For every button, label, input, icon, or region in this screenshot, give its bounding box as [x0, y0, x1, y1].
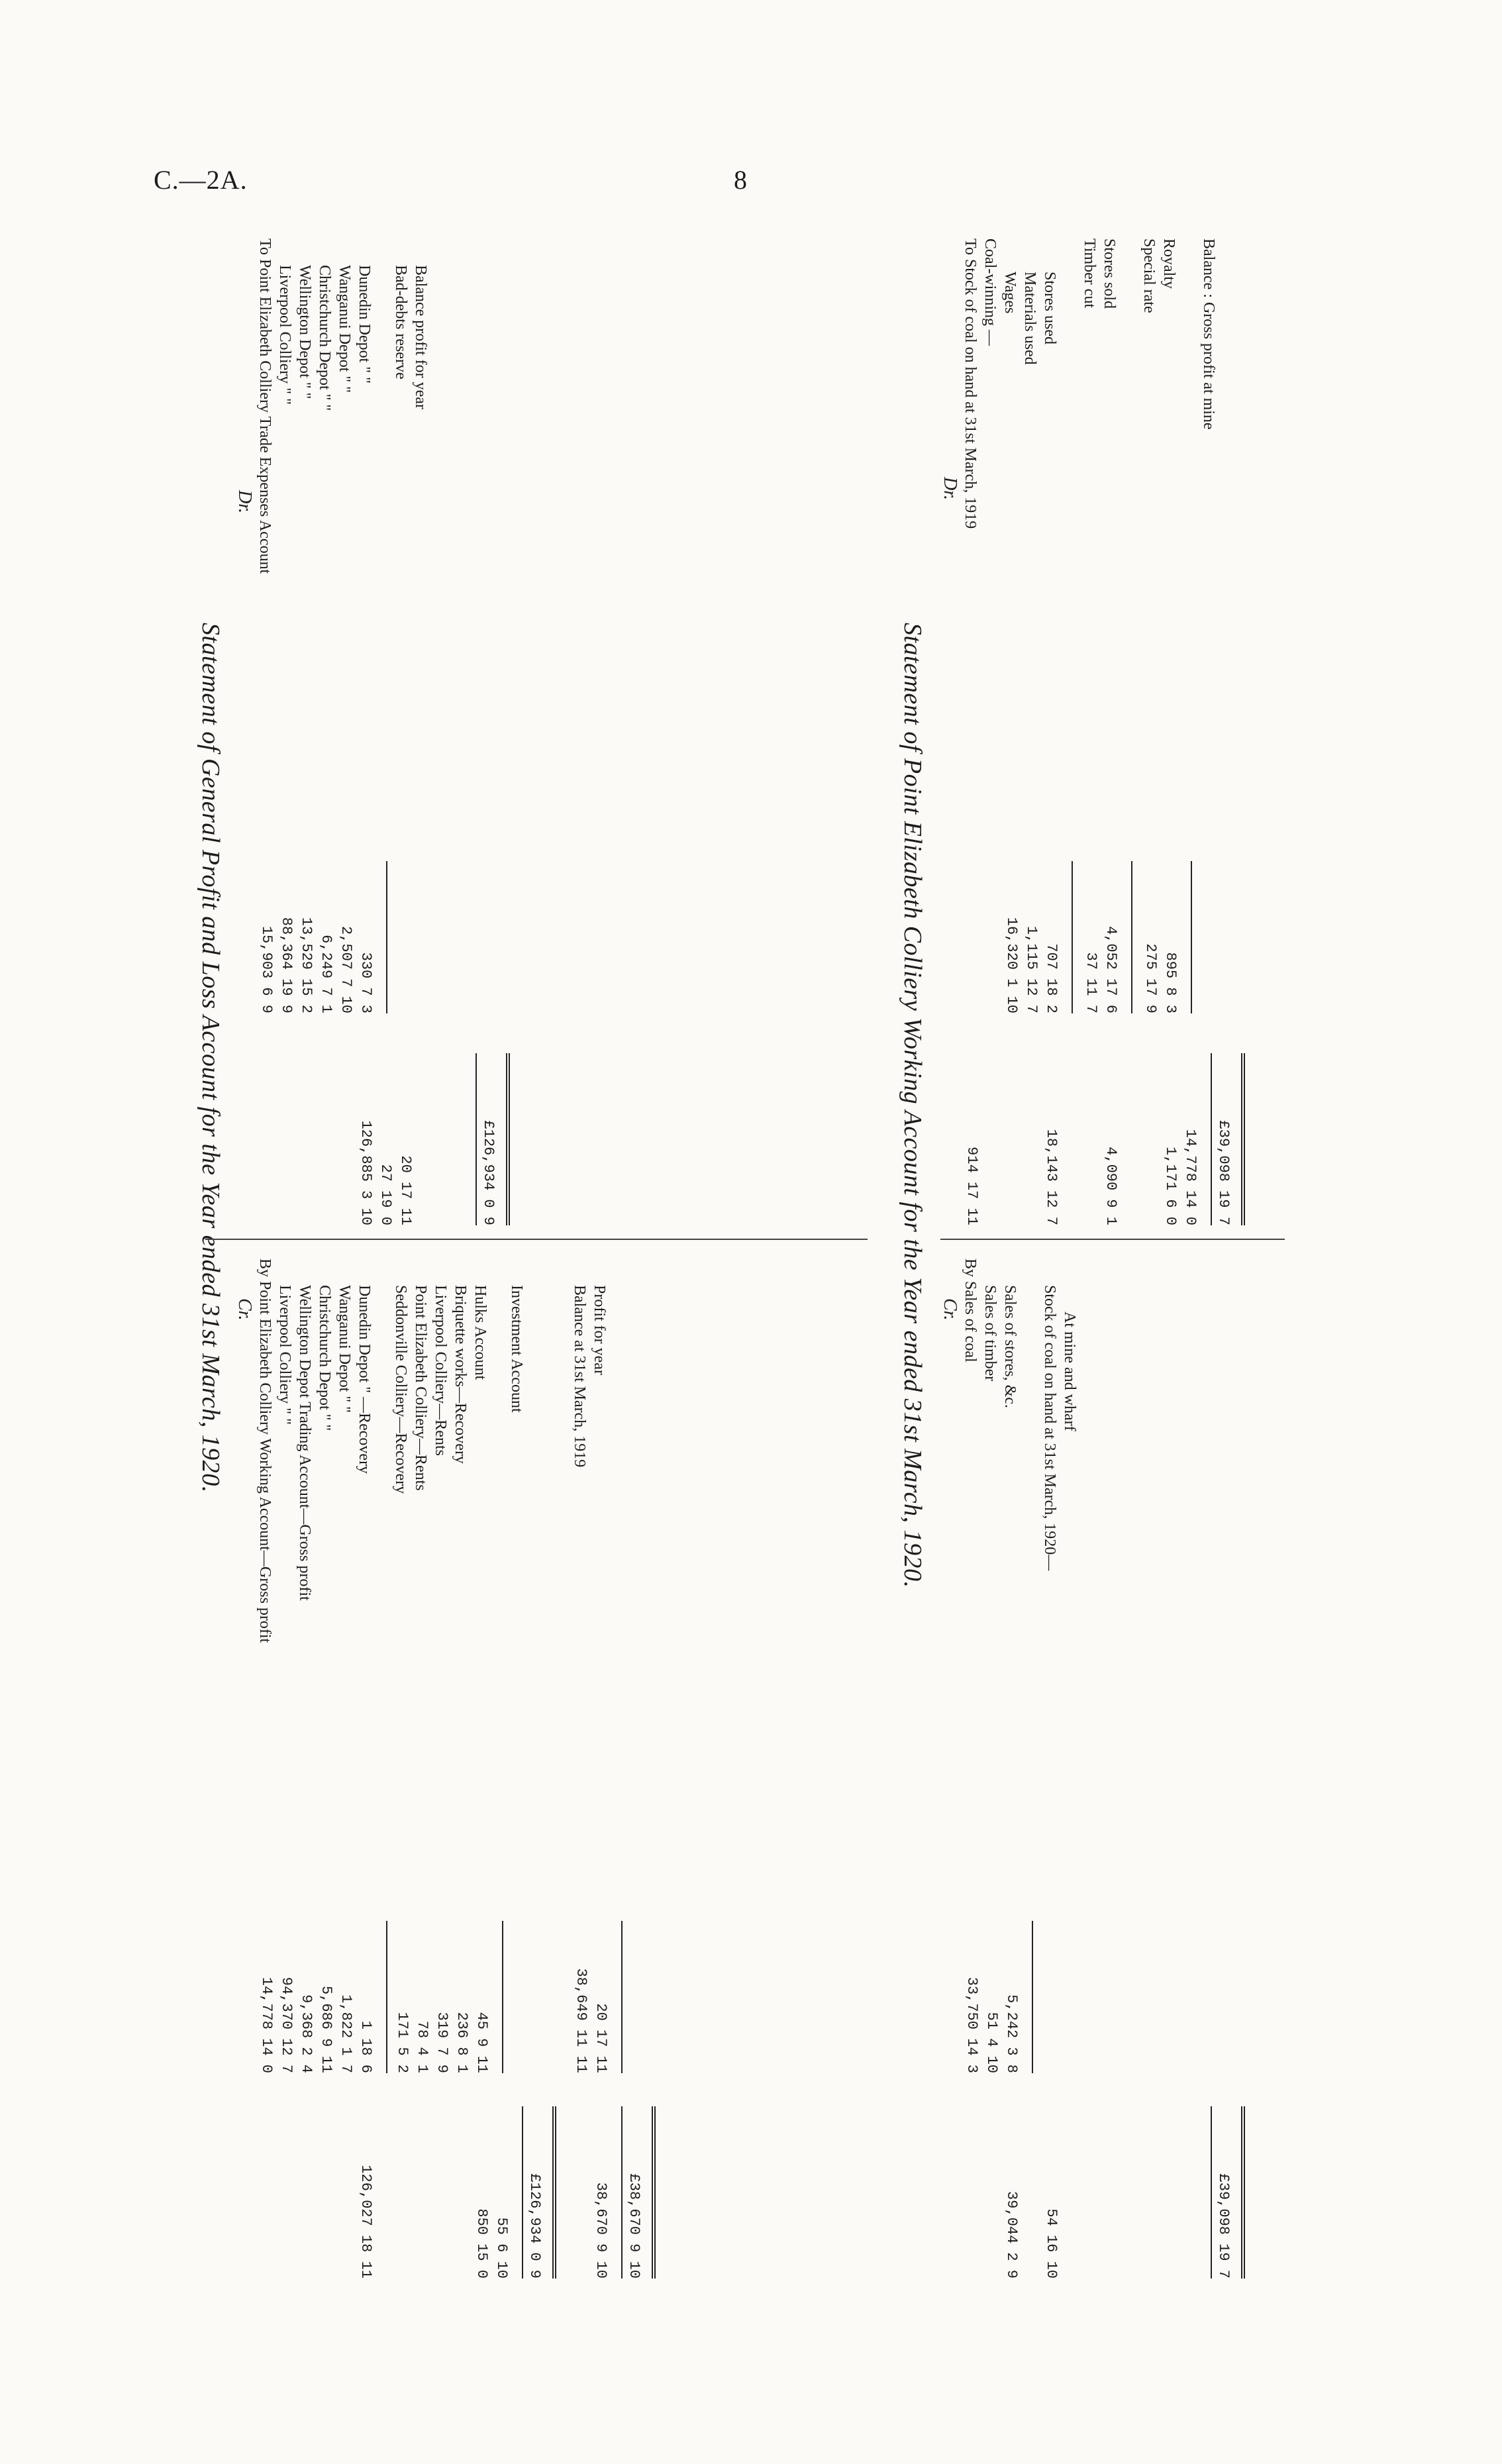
pe-cr-item: Sales of stores, &c. — [1001, 1285, 1019, 1408]
pe-cr-rule — [1211, 2106, 1212, 2279]
pe-rates-total: 1,171 6 0 — [1162, 1147, 1179, 1225]
pe-timber-amount: 37 11 7 — [1083, 952, 1099, 1013]
pl-dr-amount: 15,903 6 9 — [258, 925, 275, 1013]
pl-cr-total: £126,934 0 9 — [526, 2173, 543, 2279]
pl-cr-second: Point Elizabeth Colliery—Rents — [412, 1285, 429, 1491]
pl-dr-double-rule — [506, 1053, 510, 1225]
document-reference: C.—2A. — [154, 165, 248, 195]
pl-cr-amount: 14,778 14 0 — [258, 1976, 275, 2073]
pe-cr-rule — [1032, 1921, 1033, 2073]
pe-dr-rule — [1072, 861, 1073, 1013]
pl-dr-other: Balance profit for year — [412, 265, 429, 409]
pe-timber: Timber cut — [1081, 238, 1098, 309]
pe-timber-amount: 4,052 17 6 — [1103, 925, 1119, 1013]
pl-dr-item: Liverpool Colliery " " — [276, 265, 293, 405]
pe-dr-amount: 1,115 12 7 — [1023, 925, 1040, 1013]
pl-cr-amount: 9,368 2 4 — [298, 1994, 315, 2073]
pe-gross-amount: 14,778 14 0 — [1182, 1129, 1199, 1225]
pl-cr-second: Liverpool Colliery—Rents — [432, 1285, 449, 1456]
pl-cr-item: By Point Elizabeth Colliery Working Account—Gross profit — [256, 1258, 274, 1643]
pe-cr-amount: 5,242 3 8 — [1003, 1994, 1020, 2073]
pe-dr-rule — [1211, 1053, 1212, 1225]
pl-cr-label: Cr. — [234, 1298, 255, 1321]
pl-balance-final: £38,670 9 10 — [626, 2173, 642, 2279]
pl-dr-rule — [386, 861, 387, 1013]
pe-dr-double-rule — [1241, 1053, 1245, 1225]
pl-cr-second: Briquette works—Recovery — [452, 1285, 469, 1464]
pe-cr-subtotal: 39,044 2 9 — [1003, 2190, 1020, 2279]
pe-dr-amount: 16,320 1 10 — [1003, 917, 1020, 1013]
pe-dr-rule — [1131, 861, 1132, 1013]
pe-dr-item: Wages — [1001, 272, 1019, 314]
pl-dr-amount: 330 7 3 — [358, 952, 374, 1013]
pe-coal-total: 18,143 12 7 — [1043, 1129, 1060, 1225]
pe-dr-rule — [1191, 861, 1192, 1013]
pl-dr-rule — [476, 1053, 477, 1225]
pl-investment-amount: 55 6 10 — [493, 2217, 510, 2279]
pl-dr-other-amount: 27 19 0 — [377, 1164, 394, 1225]
pl-balance: Profit for year — [591, 1285, 608, 1375]
pl-cr-rule — [522, 2106, 523, 2279]
pl-dr-other: Bad-debts reserve — [392, 265, 409, 380]
pl-dr-item: To Point Elizabeth Colliery Trade Expenses Account — [256, 238, 274, 574]
pe-cr-label: Cr. — [940, 1298, 960, 1321]
pl-dr-amount: 13,529 15 2 — [298, 917, 315, 1013]
pl-cr-amount: 94,370 12 7 — [278, 1976, 295, 2073]
pe-timber: Stores sold — [1101, 238, 1118, 309]
pe-rate-amount: 895 8 3 — [1162, 952, 1179, 1013]
pl-cr-amount: 5,686 9 11 — [318, 1985, 334, 2073]
pl-cr-item: Christchurch Depot " " — [316, 1285, 333, 1431]
pl-cr-second: Hulks Account — [472, 1285, 489, 1380]
pe-dr-amount: 707 18 2 — [1043, 943, 1060, 1013]
pl-cr-rule — [386, 1921, 387, 2073]
pl-dr-item: Christchurch Depot " " — [316, 265, 333, 411]
pl-cr-second-amount: 78 4 1 — [414, 2020, 430, 2073]
pl-balance-amount: 38,649 11 11 — [573, 1968, 589, 2073]
pe-stock-sub: At mine and wharf — [1061, 1311, 1078, 1431]
pe-title: Statement of Point Elizabeth Colliery Working Account for the Year ended 31st March, 1920. — [899, 623, 926, 1588]
pe-dr-opening-amount: 914 17 11 — [964, 1147, 980, 1225]
pe-cr-item: By Sales of coal — [962, 1258, 979, 1362]
pl-balance-double-rule — [652, 2106, 656, 2279]
pl-cr-second-amount: 319 7 9 — [434, 2012, 450, 2073]
pl-dr-amount: 6,249 7 1 — [318, 935, 334, 1013]
rotated-statements — [152, 225, 1450, 2431]
pe-cr-amount: 51 4 10 — [983, 2012, 1000, 2073]
pl-cr-item: Wanganui Depot " " — [336, 1285, 353, 1413]
pe-dr-item: Materials used — [1021, 272, 1038, 365]
pl-balance-rule — [621, 2106, 623, 2279]
pe-cr-item: Sales of timber — [981, 1285, 999, 1382]
pe-cr-total: £39,098 19 7 — [1215, 2173, 1232, 2279]
pe-timber-total: 4,090 9 1 — [1103, 1147, 1119, 1225]
pl-title: Statement of General Profit and Loss Account for the Year ended 31st March, 1920. — [197, 623, 225, 1493]
pl-dr-other-amount: 20 17 11 — [397, 1155, 414, 1225]
pl-dr-total: £126,934 0 9 — [480, 1120, 497, 1225]
pe-coal-winning: Coal-winning — — [981, 238, 999, 346]
pl-balance-amount: 20 17 11 — [593, 2003, 609, 2073]
pl-cr-second-total: 850 15 0 — [474, 2208, 490, 2279]
pl-center-rule — [205, 1239, 868, 1240]
pe-rate: Special rate — [1140, 238, 1158, 313]
page-number: 8 — [734, 165, 748, 195]
pl-dr-amount: 88,364 19 9 — [278, 917, 295, 1013]
pl-cr-rule — [502, 1921, 503, 2073]
pe-dr-item: Stores used — [1041, 272, 1058, 344]
pl-cr-subtotal: 126,027 18 11 — [358, 2165, 374, 2279]
pl-balance-rule — [621, 1921, 623, 2073]
pe-dr-total: £39,098 19 7 — [1215, 1120, 1232, 1225]
pl-cr-amount: 1 18 6 — [358, 2020, 374, 2073]
pl-cr-second-amount: 236 8 1 — [454, 2012, 470, 2073]
pl-balance: Balance at 31st March, 1919 — [571, 1285, 588, 1468]
pl-dr-item: Wanganui Depot " " — [336, 265, 353, 393]
pl-dr-subtotal: 126,885 3 10 — [358, 1120, 374, 1225]
pl-cr-amount: 1,822 1 7 — [338, 1994, 354, 2073]
pl-cr-item: Wellington Depot Trading Account—Gross profit — [296, 1285, 313, 1601]
pe-center-rule — [940, 1239, 1285, 1240]
pe-cr-double-rule — [1241, 2106, 1245, 2279]
pe-rate: Royalty — [1160, 238, 1177, 289]
pe-gross: Balance : Gross profit at mine — [1200, 238, 1217, 430]
pl-investment: Investment Account — [508, 1285, 525, 1413]
pl-cr-second-amount: 171 5 2 — [394, 2012, 411, 2073]
pe-stock-amount: 54 16 10 — [1043, 2208, 1060, 2279]
pl-dr-item: Wellington Depot " " — [296, 265, 313, 399]
pe-rate-amount: 275 17 9 — [1142, 943, 1159, 1013]
pl-dr-label: Dr. — [234, 490, 255, 514]
pl-cr-double-rule — [552, 2106, 556, 2279]
pe-dr-opening: To Stock of coal on hand at 31st March, 1919 — [962, 238, 979, 529]
pe-stock: Stock of coal on hand at 31st March, 1920— — [1041, 1285, 1058, 1571]
pl-cr-item: Liverpool Colliery " " — [276, 1285, 293, 1425]
pe-cr-amount: 33,750 14 3 — [964, 1976, 980, 2073]
pl-dr-item: Dunedin Depot " " — [356, 265, 373, 384]
pl-cr-second: Seddonville Colliery—Recovery — [392, 1285, 409, 1494]
pl-cr-item: Dunedin Depot " —Recovery — [356, 1285, 373, 1474]
pl-balance-total: 38,670 9 10 — [593, 2182, 609, 2279]
pl-cr-second-amount: 45 9 11 — [474, 2012, 490, 2073]
pe-dr-label: Dr. — [940, 477, 960, 501]
pl-dr-amount: 2,507 7 10 — [338, 925, 354, 1013]
